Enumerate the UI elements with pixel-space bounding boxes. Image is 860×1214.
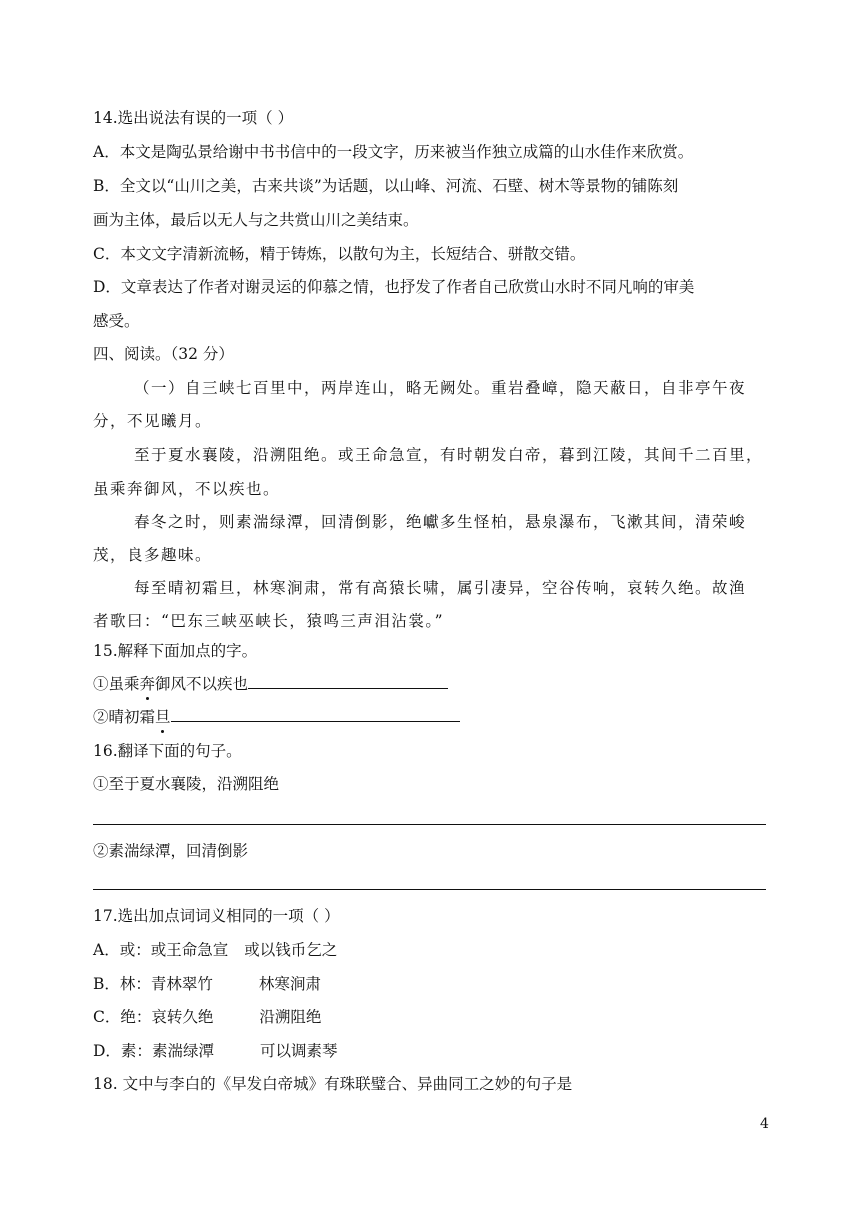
passage-p2-line1: 至于夏水襄陵，沿溯阻绝。或王命急宣，有时朝发白帝，暮到江陵，其间千二百里，	[134, 446, 764, 464]
q15-item1	[93, 670, 448, 695]
q17-c-left: 哀转久绝	[151, 1008, 214, 1026]
q15-item1-suffix: 御风不以疾也	[155, 675, 249, 693]
q17-b-left: 青林翠竹	[150, 975, 213, 993]
q14-option-a: A．本文是陶弘景给谢中书书信中的一段文字，历来被当作独立成篇的山水佳作来欣赏。	[93, 143, 694, 161]
q15-item1-dotted-char: 奔	[139, 675, 156, 693]
passage-p3-line1: 春冬之时，则素湍绿潭，回清倒影，绝巘多生怪柏，悬泉瀑布，飞漱其间，清荣峻	[134, 513, 747, 531]
passage-p4-line1: 每至晴初霜旦，林寒涧肃，常有高猿长啸，属引凄异，空谷传响，哀转久绝。故渔	[134, 579, 747, 597]
section-heading: 四、阅读。（32 分）	[93, 345, 234, 363]
q17-c-key: C．绝：	[93, 1008, 152, 1026]
q17-b-key: B．林：	[93, 975, 151, 993]
q18-stem: 18. 文中与李白的《早发白帝城》有珠联璧合、异曲同工之妙的句子是	[93, 1075, 573, 1093]
q15-item1-answer-blank[interactable]	[248, 670, 448, 689]
q17-option-a	[93, 939, 337, 961]
passage-p3-line2: 茂，良多趣味。	[93, 546, 213, 564]
q16-item2-answer-line[interactable]	[93, 889, 766, 890]
q17-a-key: A．或：	[93, 941, 151, 959]
q15-item2-answer-blank[interactable]	[171, 703, 460, 722]
passage-p4-line2: 者歌曰：“巴东三峡巫峡长，猿鸣三声泪沾裳。”	[93, 612, 445, 630]
q14-option-c: C．本文文字清新流畅，精于铸炼，以散句为主，长短结合、骈散交错。	[93, 245, 586, 263]
q17-d-left: 素湍绿潭	[151, 1042, 214, 1060]
q16-item2: ②素湍绿潭，回清倒影	[93, 842, 249, 860]
q16-stem: 16.翻译下面的句子。	[93, 742, 242, 760]
q17-a-left: 或王命急宣	[150, 941, 229, 959]
q16-item1-answer-line[interactable]	[93, 824, 766, 825]
q17-b-right: 林寒涧肃	[258, 975, 321, 993]
q17-a-right: 或以钱币乞之	[244, 941, 338, 959]
q15-item2-prefix: ②晴初霜	[93, 708, 156, 726]
q17-d-key: D．素：	[93, 1042, 152, 1060]
q14-option-b-line1: B．全文以“山川之美，古来共谈”为话题，以山峰、河流、石壁、树木等景物的铺陈刻	[93, 177, 679, 195]
page-number: 4	[760, 1116, 769, 1132]
q14-option-d-line2: 感受。	[93, 312, 140, 330]
q17-option-d	[93, 1040, 337, 1062]
passage-p2-line2: 虽乘奔御风，不以疾也。	[93, 480, 281, 498]
q16-item1: ①至于夏水襄陵，沿溯阻绝	[93, 775, 280, 793]
q14-option-d-line1: D．文章表达了作者对谢灵运的仰慕之情，也抒发了作者自己欣赏山水时不同凡响的审美	[93, 278, 695, 296]
q15-stem: 15.解释下面加点的字。	[93, 642, 258, 660]
q15-item2	[93, 703, 460, 728]
q17-d-right: 可以调素琴	[259, 1042, 338, 1060]
q15-item1-prefix: ①虽乘	[93, 675, 140, 693]
q17-c-right: 沿溯阻绝	[259, 1008, 322, 1026]
q14-stem: 14.选出说法有误的一项（ ）	[93, 109, 294, 127]
passage-p1-line1: （一）自三峡七百里中，两岸连山，略无阙处。重岩叠嶂，隐天蔽日，自非亭午夜	[134, 379, 747, 397]
q17-stem: 17.选出加点词词义相同的一项（ ）	[93, 907, 340, 925]
passage-p1-line2: 分，不见曦月。	[93, 412, 213, 430]
q15-item2-dotted-char: 旦	[155, 708, 171, 726]
q17-option-c	[93, 1006, 321, 1028]
q14-option-b-line2: 画为主体，最后以无人与之共赏山川之美结束。	[93, 211, 419, 229]
q17-option-b	[93, 973, 321, 995]
